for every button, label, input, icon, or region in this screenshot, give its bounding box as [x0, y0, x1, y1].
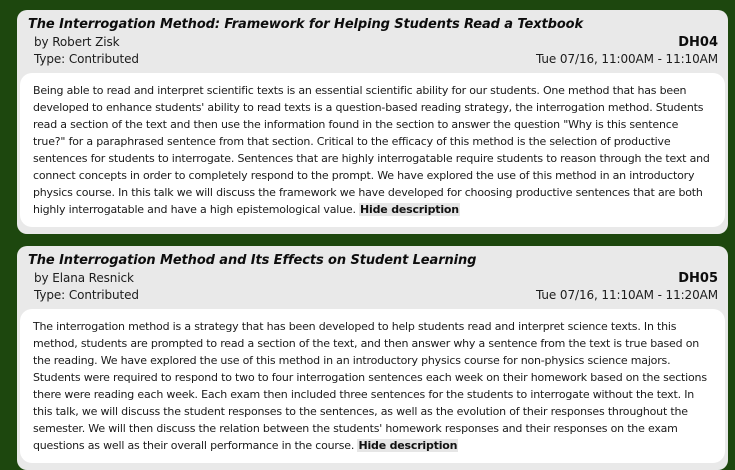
session-abstract — [20, 309, 725, 463]
author-code-row — [28, 270, 718, 287]
session-time: Tue 07/16, 11:00AM - 11:10AM — [536, 52, 718, 66]
abstract-text: The interrogation method is a strategy that has been developed to help students read and interpret science texts. In this method, students are prompted to read a section of the text, and then answer why a sentence from the text is true based on the reading. We have explored the use of this method in an introductory physics course for non-physics science majors. Students were required to respond to two to four interrogation sentences each week on their homework based on the sections there were reading each week. Each exam then included three sentences for the students to interrogate without the text. In this talk, we will discuss the student responses to the sentences, as well as the evolution of their responses throughout the semester. We will then discuss the relation between the students' homework responses and their responses on the exam questions as well as their overall performance in the course. — [33, 320, 707, 452]
session-title: The Interrogation Method and Its Effects on Student Learning — [28, 253, 477, 268]
type-time-row — [28, 287, 718, 304]
session-time: Tue 07/16, 11:10AM - 11:20AM — [536, 288, 718, 302]
session-code: DH04 — [678, 35, 718, 50]
session-card-dh04 — [17, 10, 728, 234]
hide-description-link[interactable]: Hide description — [360, 203, 459, 216]
session-header — [17, 246, 728, 309]
session-author: by Elana Resnick — [34, 271, 134, 285]
session-type: Type: Contributed — [34, 288, 139, 302]
hide-description-link[interactable]: Hide description — [358, 439, 458, 452]
session-abstract — [20, 73, 725, 227]
session-code: DH05 — [678, 271, 718, 286]
author-code-row — [28, 34, 718, 51]
session-title: The Interrogation Method: Framework for Helping Students Read a Textbook — [28, 17, 584, 32]
abstract-text: Being able to read and interpret scientific texts is an essential scientific ability for our students. One method that has been developed to enhance students' ability to read texts is a question-based reading strategy, the interrogation method. Students read a section of the text and then use the information found in the section to answer the question "Why is this sentence true?" for a paraphrased sentence from that section. Critical to the efficacy of this method is the selection of productive sentences for students to interrogate. Sentences that are highly interrogatable require students to reason through the text and connect concepts in order to completely respond to the prompt. We have explored the use of this method in an introductory physics course. In this talk we will discuss the framework we have developed for choosing productive sentences that are both highly interrogatable and have a high epistemological value. — [33, 84, 710, 216]
session-card-dh05 — [17, 246, 728, 470]
session-header — [17, 10, 728, 73]
type-time-row — [28, 51, 718, 68]
session-type: Type: Contributed — [34, 52, 139, 66]
session-author: by Robert Zisk — [34, 35, 120, 49]
